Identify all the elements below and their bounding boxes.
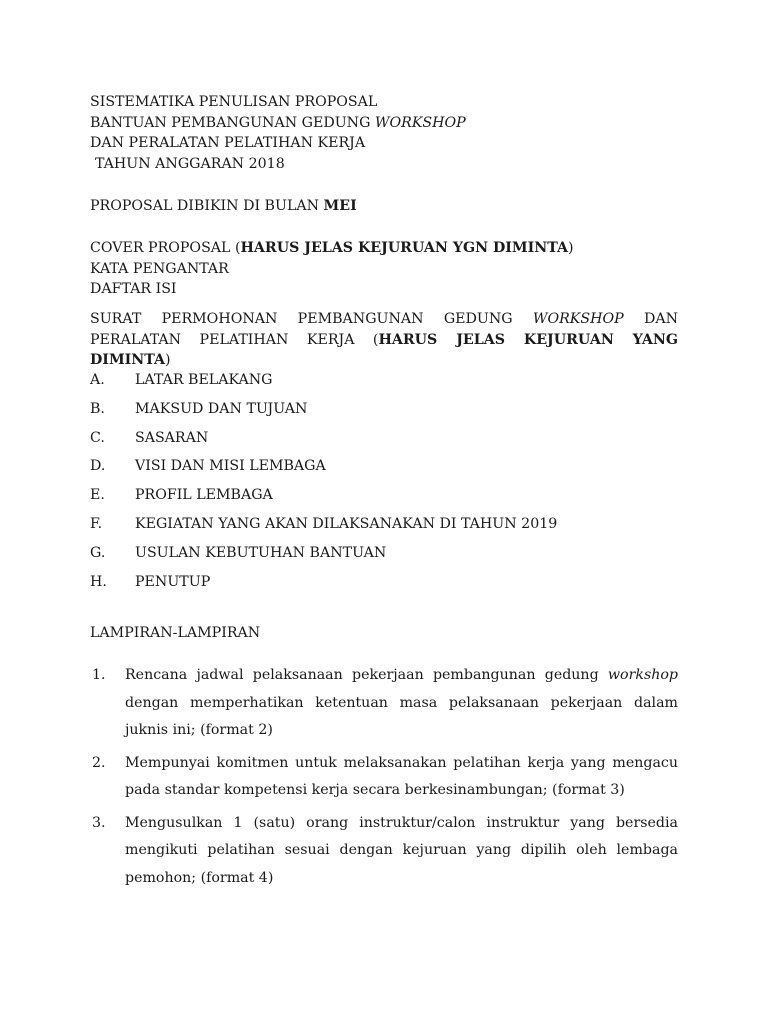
list-item: H. PENUTUP xyxy=(90,573,211,590)
surat-permohonan-paragraph: SURAT PERMOHONAN PEMBANGUNAN GEDUNG WORKSHOP DAN PERALATAN PELATIHAN KERJA (HARUS JELAS KEJURUAN YANG DIMINTA) xyxy=(90,311,678,369)
note-month: MEI xyxy=(323,198,357,214)
list-item: G. USULAN KEBUTUHAN BANTUAN xyxy=(90,544,387,561)
daftar-isi-line: DAFTAR ISI xyxy=(90,281,177,298)
title-line-2: BANTUAN PEMBANGUNAN GEDUNG WORKSHOP xyxy=(90,114,466,131)
list-item: 1. Rencana jadwal pelaksanaan pekerjaan pembangunan gedung workshop dengan memperhatikan ketentuan masa pelaksanaan pekerjaan dalam juknis ini; (format 2) xyxy=(92,667,678,738)
list-item: F. KEGIATAN YANG AKAN DILAKSANAKAN DI TAHUN 2019 xyxy=(90,515,558,532)
surat-emphasis: HARUS JELAS KEJURUAN YANG DIMINTA xyxy=(90,331,678,369)
front-matter-list xyxy=(90,238,678,300)
title-italic-workshop: WORKSHOP xyxy=(374,114,466,131)
list-item: D. VISI DAN MISI LEMBAGA xyxy=(90,458,326,475)
list-item: C. SASARAN xyxy=(90,429,209,446)
list-item: E. PROFIL LEMBAGA xyxy=(90,487,273,504)
title-line-1: SISTEMATIKA PENULISAN PROPOSAL xyxy=(90,94,378,110)
proposal-month-note: PROPOSAL DIBIKIN DI BULAN MEI xyxy=(90,198,357,214)
title-line-3: DAN PERALATAN PELATIHAN KERJA xyxy=(90,135,366,152)
list-item: A. LATAR BELAKANG xyxy=(90,372,273,388)
title-line-4: TAHUN ANGGARAN 2018 xyxy=(95,156,285,173)
cover-proposal-line: COVER PROPOSAL (HARUS JELAS KEJURUAN YGN DIMINTA) xyxy=(90,240,574,256)
lampiran-list xyxy=(90,662,678,897)
lampiran-heading: LAMPIRAN-LAMPIRAN xyxy=(90,625,261,641)
kata-pengantar-line: KATA PENGANTAR xyxy=(90,260,229,277)
list-item: 3. Mengusulkan 1 (satu) orang instruktur/calon instruktur yang bersedia mengikuti pelatihan sesuai dengan kejuruan yang dipilih oleh lembaga pemohon; (format 4) xyxy=(92,814,678,886)
lampiran-italic-workshop: workshop xyxy=(607,667,678,683)
list-item: 2. Mempunyai komitmen untuk melaksanakan pelatihan kerja yang mengacu pada standar kompetensi kerja secara berkesinambungan; (format 3) xyxy=(92,754,678,798)
cover-emphasis: HARUS JELAS KEJURUAN YGN DIMINTA xyxy=(240,240,569,256)
document-title-block xyxy=(90,92,678,175)
section-list xyxy=(90,370,690,600)
list-item: B. MAKSUD DAN TUJUAN xyxy=(90,400,308,417)
surat-italic-workshop: WORKSHOP xyxy=(532,311,624,327)
